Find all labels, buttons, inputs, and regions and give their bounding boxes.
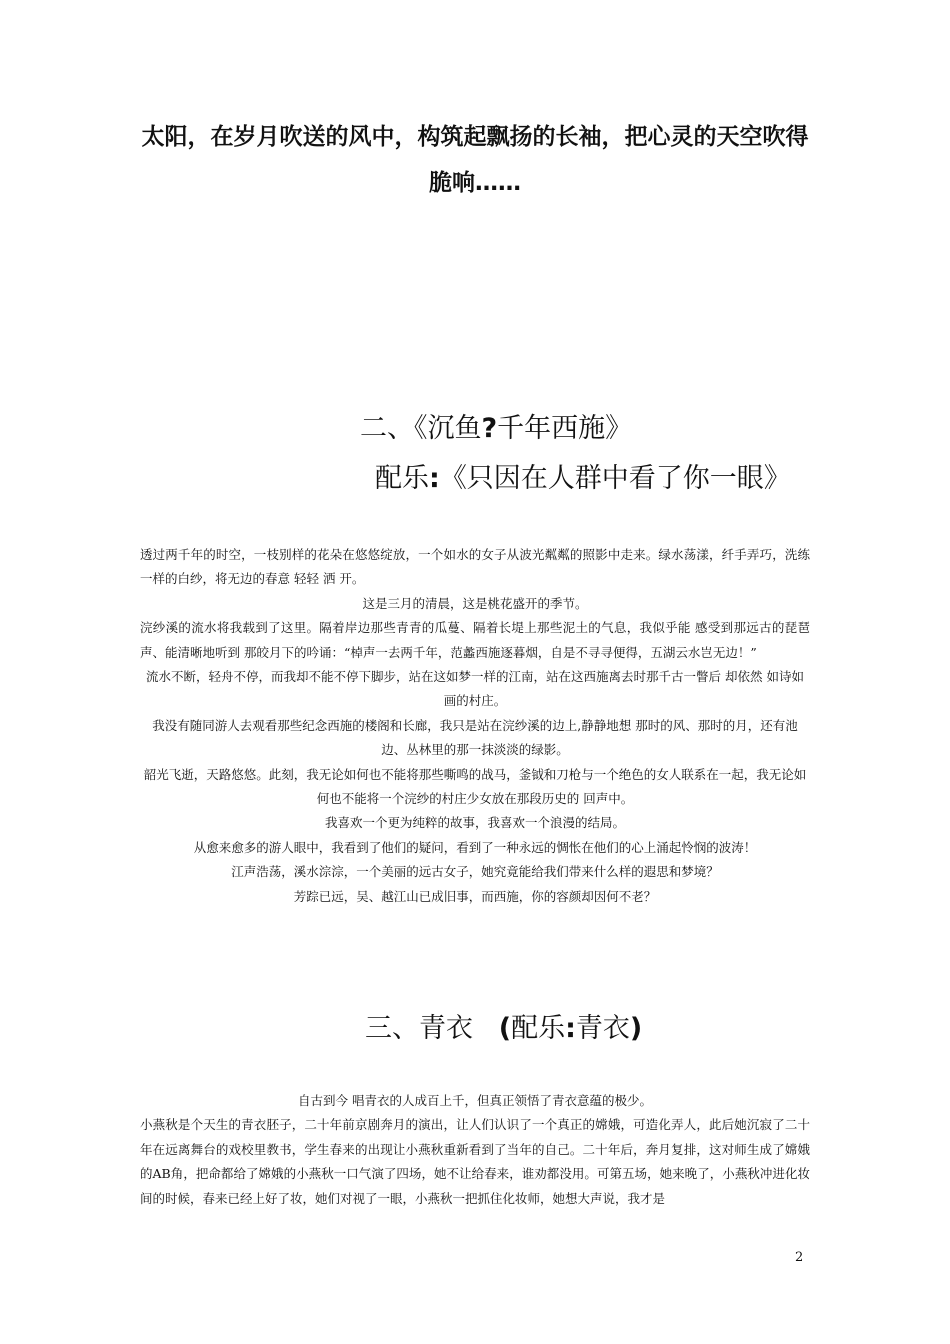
section2-title-mark: ? bbox=[481, 413, 498, 444]
paragraph: 韶光飞逝，天路悠悠。此刻，我无论如何也不能将那些嘶鸣的战马，釜钺和刀枪与一个绝色的女人联系在一起，我无论如何也不能将一个浣纱的村庄少女放在那段历史的 回声中。 bbox=[143, 766, 807, 807]
paragraph: 自古到今 唱青衣的人成百上千，但真正领悟了青衣意蕴的极少。 bbox=[298, 1093, 652, 1108]
section3-music-colon: : bbox=[565, 1013, 576, 1044]
section2-music bbox=[375, 462, 791, 496]
section2-music-title: 《只因在人群中看了你一眼》 bbox=[439, 463, 791, 494]
section3-title-text: 三、青衣 bbox=[365, 1013, 473, 1044]
section2-title bbox=[360, 412, 632, 446]
section3-body bbox=[140, 1089, 810, 1211]
section3-music-title: 青衣 bbox=[575, 1013, 630, 1044]
section3-music-prefix: 配乐 bbox=[511, 1013, 566, 1044]
section3-music-open: ( bbox=[498, 1013, 512, 1044]
paragraph: 透过两千年的时空，一枝别样的花朵在悠悠绽放，一个如水的女子从波光粼粼的照影中走来。绿水荡漾，纤手弄巧，洗练一样的白纱，将无边的春意 轻轻 洒 开。 bbox=[140, 547, 810, 587]
section2-title-prefix: 二、《沉鱼 bbox=[360, 413, 482, 444]
paragraph: 芳踪已远，吴、越江山已成旧事，而西施，你的容颜却因何不老？ bbox=[293, 888, 657, 904]
paragraph: 这是三月的清晨，这是桃花盛开的季节。 bbox=[362, 595, 588, 611]
paragraph: 江声浩荡，溪水淙淙，一个美丽的远古女子，她究竟能给我们带来什么样的遐思和梦境？ bbox=[231, 864, 719, 880]
intro-verse bbox=[130, 114, 820, 206]
paragraph: 从愈来愈多的游人眼中，我看到了他们的疑问，看到了一种永远的惆怅在他们的心上涌起怜悯的波涛！ bbox=[193, 839, 757, 855]
paragraph: 流水不断，轻舟不停，而我却不能不停下脚步，站在这如梦一样的江南，站在这西施离去时那千古一瞥后 却依然 如诗如画的村庄。 bbox=[146, 669, 804, 709]
paragraph: 我喜欢一个更为纯粹的故事，我喜欢一个浪漫的结局。 bbox=[324, 815, 625, 831]
intro-line-1: 太阳，在岁月吹送的风中，构筑起飘扬的长袖，把心灵的天空吹得 bbox=[141, 124, 809, 150]
paragraph: 我没有随同游人去观看那些纪念西施的楼阁和长廊，我只是站在浣纱溪的边上,静静地想 那时的风、那时的月，还有池边、丛林里的那一抹淡淡的绿影。 bbox=[152, 717, 798, 758]
section2-title-suffix: 千年西施》 bbox=[497, 413, 633, 444]
section2-music-prefix: 配乐 bbox=[375, 463, 429, 494]
page-number: 2 bbox=[795, 1250, 804, 1265]
paragraph: 小燕秋是个天生的青衣胚子，二十年前京剧奔月的演出，让人们认识了一个真正的嫦娥，可造化弄人，此后她沉寂了二十年在远离舞台的戏校里教书，学生春来的出现让小燕秋重新看到了当年的自己。二十年后，奔月复排，这对师生成了嫦娥的AB角，把命都给了嫦娥的小燕秋一口气演了四场，她不让给春来，谁劝都没用。可第五场，她来晚了，小燕秋冲进化妆间的时候，春来已经上好了妆，她们对视了一眼，小燕秋一把抓住化妆师，她想大声说，我才是 bbox=[140, 1117, 810, 1206]
section2-body bbox=[140, 543, 810, 909]
section3-music-close: ) bbox=[629, 1013, 643, 1044]
intro-line-2: 脆响…… bbox=[429, 170, 521, 196]
paragraph: 浣纱溪的流水将我载到了这里。隔着岸边那些青青的瓜蔓、隔着长堤上那些泥土的气息，我似乎能 感受到那远古的琵琶声、能清晰地听到 那皎月下的吟诵：“棹声一去两千年，范蠡西施逐暮烟，自是不寻寻便得，五湖云水岂无边！” bbox=[140, 620, 810, 660]
section3-title bbox=[365, 1012, 642, 1046]
section2-music-colon: : bbox=[429, 463, 440, 494]
